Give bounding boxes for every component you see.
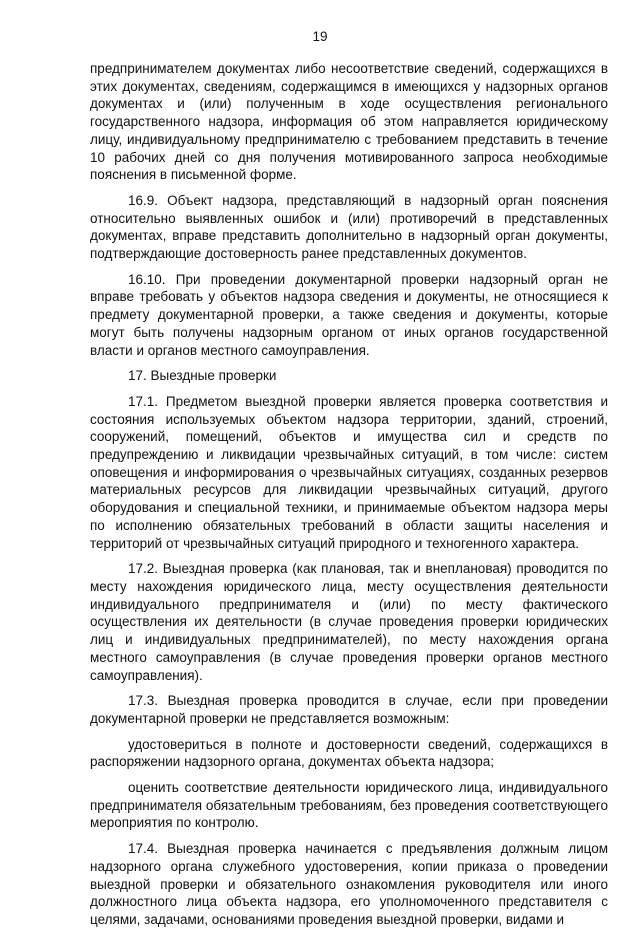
paragraph-17-2: 17.2. Выездная проверка (как плановая, так и внеплановая) проводится по месту нахождения юридического лица, месту осуществления деятельности индивидуального предпринимателя и (или) по месту фактического осуществления их деятельности (в случае проведения проверки юридических лиц и индивидуальных предпринимателей), по месту нахождения органа местного самоуправления (в случае проведения проверки органов местного самоуправления). [90, 561, 608, 683]
paragraph-17-1: 17.1. Предметом выездной проверки является проверка соответствия и состояния используемых объектом надзора территории, зданий, строений, сооружений, помещений, объектов и имущества сил и средств по предупреждению и ликвидации чрезвычайных ситуаций, в том числе: систем оповещения и информирования о чрезвычайных ситуациях, созданных резервов материальных ресурсов для ликвидации чрезвычайных ситуаций, другого оборудования и специальной техники, и принимаемые объектом надзора меры по исполнению обязательных требований в области защиты населения и территорий от чрезвычайных ситуаций природного и техногенного характера. [90, 393, 608, 551]
list-item-assess: оценить соответствие деятельности юридического лица, индивидуального предпринимателя обязательным требованиям, без проведения соответствующего мероприятия по контролю. [90, 780, 608, 831]
section-heading-17: 17. Выездные проверки [128, 368, 277, 384]
page-number: 19 [312, 29, 328, 44]
paragraph-16-10: 16.10. При проведении документарной проверки надзорный орган не вправе требовать у объектов надзора сведения и документы, не относящиеся к предмету документарной проверки, а также сведения и документы, которые могут быть получены надзорным органом от иных органов государственной власти и органов местного самоуправления. [90, 271, 608, 358]
paragraph-16-9: 16.9. Объект надзора, представляющий в надзорный орган пояснения относительно выявленных ошибок и (или) противоречий в представленных документах, вправе представить дополнительно в надзорный орган документы, подтверждающие достоверность ранее представленных документов. [90, 192, 608, 262]
document-body [90, 60, 608, 937]
paragraph-continuation: предпринимателем документах либо несоответствие сведений, содержащихся в этих документах, сведениям, содержащимся в имеющихся у надзорных органов документах и (или) полученным в ходе осуществления регионального государственного надзора, информация об этом направляется юридическому лицу, индивидуальному предпринимателю с требованием представить в течение 10 рабочих дней со дня получения мотивированного запроса необходимые пояснения в письменной форме. [90, 61, 608, 183]
list-item-verify: удостовериться в полноте и достоверности сведений, содержащихся в распоряжении надзорного органа, документах объекта надзора; [90, 736, 608, 770]
paragraph-17-3: 17.3. Выездная проверка проводится в случае, если при проведении документарной проверки не представляется возможным: [90, 693, 608, 726]
paragraph-17-4: 17.4. Выездная проверка начинается с предъявления должным лицом надзорного органа служебного удостоверения, копии приказа о проведении выездной проверки и обязательного ознакомления руководителя или иного должностного лица объекта надзора, его уполномоченного представителя с целями, задачами, основаниями проведения выездной проверки, видами и [90, 841, 608, 927]
